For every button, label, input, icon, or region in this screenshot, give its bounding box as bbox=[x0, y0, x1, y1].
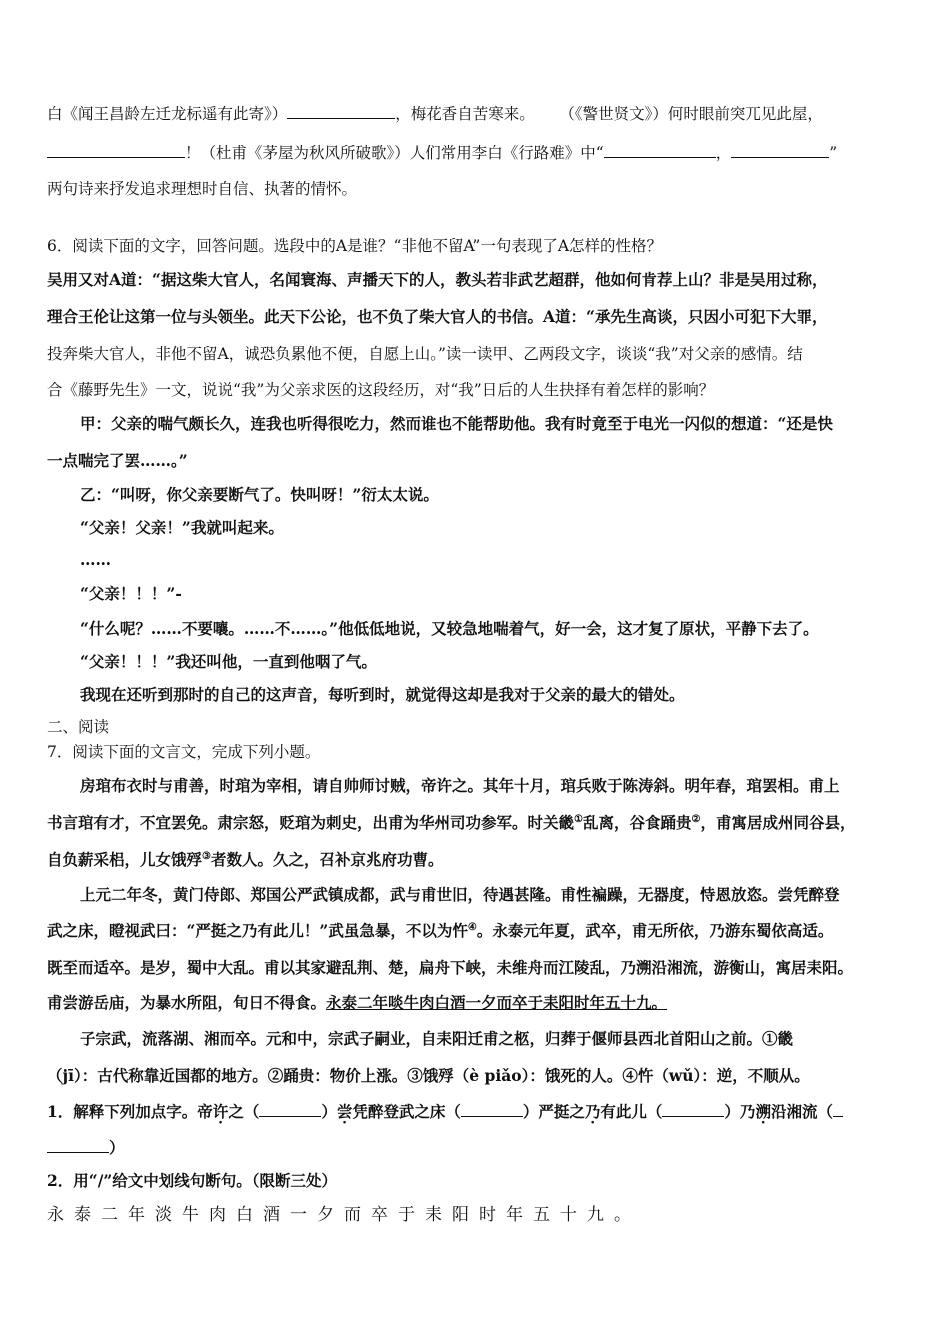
q6-passage-line: 理合王伦让这第一位与头领坐。此天下公论，也不负了柴大官人的书信。A道：“承先生高谈，只因小可犯下大罪， bbox=[47, 307, 828, 326]
q6-yi-line: “什么呢？……不要嚷。……不……。”他低低地说，又较急地喘着气，好一会，这才复了原状，平静下去了。 bbox=[80, 619, 819, 638]
q6-yi-line: “父亲！！！”我还叫他，一直到他咽了气。 bbox=[80, 652, 377, 671]
q7-sub2: 2．用“/”给文中划线句断句。（限断三处） bbox=[47, 1171, 338, 1190]
dotted-char: 尝 bbox=[336, 1102, 353, 1121]
q7-passage-line bbox=[47, 850, 910, 870]
footnote-mark: ① bbox=[574, 813, 583, 825]
q6-passage-line: 投奔柴大官人，非他不留A，诚恐负累他不便，自愿上山。”读一读甲、乙两段文字，谈谈“我”对父亲的感情。结 bbox=[47, 345, 803, 363]
q6-passage-line: 吴用又对A道：“据这柴大官人，名闻寰海、声播天下的人，教头若非武艺超群，他如何肯荐上山？非是吴用过称， bbox=[47, 270, 828, 289]
q5-text-d: ！（杜甫《茅屋为秋风所破歌》）人们常用李白《行路难》中“ bbox=[185, 144, 604, 162]
q5-text-c: （《警世贤文》）何时眼前突兀见此屋， bbox=[559, 105, 823, 123]
q7-title: 7．阅读下面的文言文，完成下列小题。 bbox=[47, 743, 321, 761]
q7-passage-line bbox=[47, 921, 910, 941]
q5-line-1 bbox=[47, 102, 910, 124]
dotted-char: 许 bbox=[212, 1102, 229, 1121]
q5-line-3: 两句诗来抒发追求理想时自信、执著的情怀。 bbox=[47, 180, 358, 198]
answer-blank[interactable] bbox=[833, 1100, 843, 1117]
q7-text: 书言琯有才，不宜罢免。肃宗怒，贬琯为刺史，出甫为华州司功参军。时关畿 bbox=[47, 813, 575, 832]
q7-text: 自负薪采梠，儿女饿殍 bbox=[47, 850, 203, 869]
q5-text-a: 白《闻王昌龄左迁龙标遥有此寄》） bbox=[47, 105, 288, 123]
dotted-char: 乃 bbox=[584, 1102, 601, 1121]
q6-yi-line: 乙：“叫呀，你父亲要断气了。快叫呀！”衍太太说。 bbox=[80, 485, 439, 504]
q5-text-f: ” bbox=[829, 144, 838, 162]
q5-text-b: ，梅花香自苦寒来。 bbox=[395, 105, 535, 123]
q7-text: 武之床，瞪视武曰：“严挺之乃有此儿！”武虽急暴，不以为忤 bbox=[47, 921, 468, 940]
q5-line-2 bbox=[47, 141, 910, 163]
answer-blank[interactable] bbox=[604, 141, 716, 158]
q6-question: 6．阅读下面的文字，回答问题。选段中的A是谁？“非他不留A”一句表现了A怎样的性格？ bbox=[47, 237, 663, 255]
q7-text: 。永泰元年夏，武卒，甫无所依，乃游东蜀依高适。 bbox=[476, 921, 834, 940]
q5-text-e: ， bbox=[715, 144, 732, 162]
q7-sub1-cont bbox=[47, 1136, 910, 1158]
q7-passage-line: 上元二年冬，黄门侍郎、郑国公严武镇成都，武与甫世旧，待遇甚隆。甫性褊躁，无器度，恃恩放恣。尝凭醉登 bbox=[80, 885, 840, 904]
q6-yi-line: “父亲！父亲！”我就叫起来。 bbox=[80, 518, 284, 537]
answer-blank[interactable] bbox=[259, 1100, 321, 1117]
answer-blank[interactable] bbox=[47, 1136, 109, 1153]
footnote-mark: ③ bbox=[202, 850, 211, 862]
section-heading: 二、阅读 bbox=[47, 718, 110, 736]
sub1-text: 有此儿（ bbox=[600, 1102, 663, 1121]
q7-text: 乱离，谷食踊贵 bbox=[582, 813, 692, 832]
underlined-sentence: 永泰二年啖牛肉白酒一夕而卒于耒阳时年五十九。 bbox=[326, 993, 668, 1012]
sub1-text: 凭醉登武之床（ bbox=[352, 1102, 461, 1121]
q6-passage-line: 合《藤野先生》一文，说说“我”为父亲求医的这段经历，对“我”日后的人生抉择有着怎样的影响？ bbox=[47, 381, 715, 399]
q6-yi-line: 我现在还听到那时的自己的这声音，每听到时，就觉得这却是我对于父亲的最大的错处。 bbox=[80, 685, 685, 704]
q7-footnotes: （jī）：古代称靠近国都的地方。②踊贵：物价上涨。③饿殍（è piǎo）：饿死的人。④忤（wǔ）：逆，不顺从。 bbox=[47, 1066, 810, 1085]
q7-passage-line: 房琯布衣时与甫善，时琯为宰相，请自帅师讨贼，帝许之。其年十月，琯兵败于陈涛斜。明年春，琯罢相。甫上 bbox=[80, 776, 840, 795]
sub1-text: ） bbox=[321, 1102, 337, 1121]
q6-yi-line: “父亲！！！”- bbox=[80, 584, 182, 603]
dotted-char: 溯 bbox=[755, 1102, 771, 1121]
footnote-mark: ② bbox=[691, 813, 701, 825]
answer-blank[interactable] bbox=[662, 1100, 724, 1117]
answer-blank[interactable] bbox=[287, 102, 395, 119]
q6-jia-line: 一点喘完了罢……。” bbox=[47, 451, 188, 470]
q7-text: 者数人。久之，召补京兆府功曹。 bbox=[210, 850, 444, 869]
q6-jia-line: 甲：父亲的喘气颇长久，连我也听得很吃力，然而谁也不能帮助他。我有时竟至于电光一闪似的想道：“还是快 bbox=[80, 414, 833, 433]
q7-text: 甫尝游岳庙，为暴水所阻，旬日不得食。 bbox=[47, 993, 327, 1012]
q7-passage-line bbox=[47, 993, 910, 1013]
q7-sub2-sentence: 永泰二年淡牛肉白酒一夕而卒于耒阳时年五十九。 bbox=[47, 1205, 641, 1225]
q7-passage-line: 子宗武，流落湖、湘而卒。元和中，宗武子嗣业，自耒阳迁甫之柩，归葬于偃师县西北首阳山之前。①畿 bbox=[80, 1029, 794, 1048]
sub1-text: 之（ bbox=[228, 1102, 260, 1121]
q7-text: ，甫寓居成州同谷县， bbox=[700, 813, 856, 832]
answer-blank[interactable] bbox=[47, 141, 185, 158]
answer-blank[interactable] bbox=[731, 141, 829, 158]
sub1-text: 沿湘流（ bbox=[770, 1102, 833, 1121]
sub1-text: ） bbox=[109, 1138, 125, 1157]
q7-passage-line: 既至而适卒。是岁，蜀中大乱。甫以其家避乱荆、楚，扁舟下峡，未维舟而江陵乱，乃溯沿湘流，游衡山，寓居耒阳。 bbox=[47, 958, 854, 977]
q7-sub1 bbox=[47, 1100, 910, 1122]
sub1-text: 1．解释下列加点字。帝 bbox=[47, 1102, 213, 1121]
q7-passage-line bbox=[47, 813, 910, 833]
footnote-mark: ④ bbox=[467, 921, 477, 933]
q6-yi-line: …… bbox=[80, 550, 111, 569]
sub1-text: ）严挺之 bbox=[522, 1102, 585, 1121]
sub1-text: ）乃 bbox=[724, 1102, 756, 1121]
answer-blank[interactable] bbox=[461, 1100, 523, 1117]
